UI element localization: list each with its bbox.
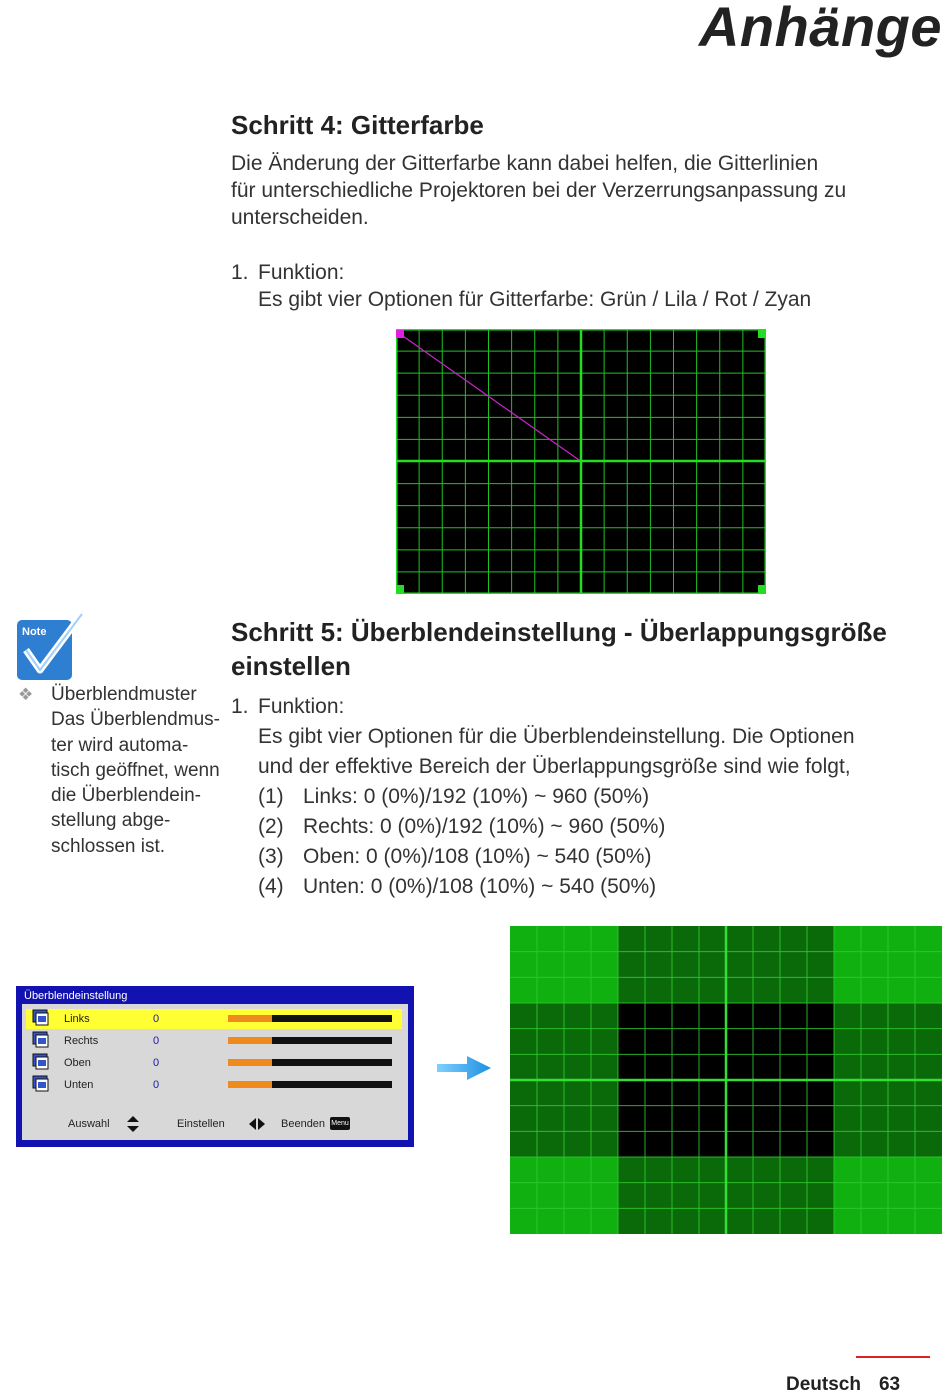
note-icon-label: Note: [22, 626, 47, 638]
display-settings-icon: [32, 1031, 50, 1049]
up-down-arrows-icon: [126, 1116, 140, 1132]
note-line: Das Überblendmus-: [51, 709, 220, 731]
footer-rule: [856, 1356, 930, 1358]
osd-slider[interactable]: [228, 1015, 392, 1022]
step5-heading: [231, 615, 887, 683]
osd-panel: [22, 1004, 408, 1140]
footer-language: Deutsch: [786, 1374, 861, 1395]
osd-slider-fill: [228, 1037, 272, 1044]
option-row: [258, 872, 855, 902]
step4-paragraph-line: für unterschiedliche Projektoren bei der Verzerrungsanpassung zu: [231, 179, 847, 202]
step5-item-text: und der effektive Bereich der Überlappungsgröße sind wie folgt,: [258, 755, 851, 778]
osd-row-label: Oben: [64, 1057, 91, 1069]
step4-item-text: Es gibt vier Optionen für Gitterfarbe: Grün / Lila / Rot / Zyan: [258, 288, 812, 311]
osd-footer-select: Auswahl: [68, 1118, 110, 1130]
osd-slider[interactable]: [228, 1081, 392, 1088]
step5-item-text: Es gibt vier Optionen für die Überblendeinstellung. Die Optionen: [258, 725, 855, 748]
osd-slider-fill: [228, 1015, 272, 1022]
step5-item-title: Funktion:: [258, 695, 345, 718]
option-number: (4): [258, 875, 284, 898]
osd-row-label: Links: [64, 1013, 90, 1025]
osd-row-label: Unten: [64, 1079, 94, 1091]
diamond-bullet-icon: ❖: [18, 685, 34, 704]
right-arrow-icon: [437, 1054, 493, 1082]
osd-blend-menu: [16, 986, 414, 1147]
chapter-title: Anhänge: [698, 0, 942, 58]
note-line: schlossen ist.: [51, 835, 166, 857]
option-text: Rechts: 0 (0%)/192 (10%) ~ 960 (50%): [303, 815, 666, 838]
display-settings-icon: [32, 1009, 50, 1027]
option-row: [258, 812, 855, 842]
osd-row-oben[interactable]: [26, 1053, 402, 1073]
left-right-arrows-icon: [249, 1117, 265, 1131]
step4-item: [231, 259, 811, 313]
step4-heading: Schritt 4: Gitterfarbe: [231, 110, 484, 140]
osd-slider[interactable]: [228, 1059, 392, 1066]
step5-heading-line: einstellen: [231, 651, 351, 681]
osd-row-label: Rechts: [64, 1035, 99, 1047]
step4-paragraph-line: Die Änderung der Gitterfarbe kann dabei helfen, die Gitterlinien: [231, 152, 819, 175]
osd-footer-exit: Beenden: [281, 1118, 326, 1130]
blend-pattern-image: [510, 926, 942, 1234]
step4-item-title: Funktion:: [258, 261, 345, 284]
note-title: Überblendmuster: [51, 684, 197, 705]
osd-title: Überblendeinstellung: [24, 990, 128, 1002]
green-grid-pattern-image: [396, 329, 766, 594]
option-number: (1): [258, 785, 284, 808]
osd-row-links[interactable]: [26, 1009, 402, 1029]
note-block: [18, 682, 233, 859]
osd-slider-fill: [228, 1081, 272, 1088]
display-settings-icon: [32, 1053, 50, 1071]
osd-row-value: 0: [153, 1079, 160, 1091]
step5-item: [231, 692, 855, 902]
osd-row-rechts[interactable]: [26, 1031, 402, 1051]
option-row: [258, 782, 855, 812]
step4-paragraph-line: unterscheiden.: [231, 206, 369, 229]
osd-slider-fill: [228, 1059, 272, 1066]
menu-key-icon: Menu: [330, 1117, 350, 1130]
osd-row-value: 0: [153, 1057, 160, 1069]
osd-row-value: 0: [153, 1013, 160, 1025]
note-line: tisch geöffnet, wenn: [51, 759, 220, 781]
option-number: (3): [258, 845, 284, 868]
note-line: ter wird automa-: [51, 734, 189, 756]
option-text: Unten: 0 (0%)/108 (10%) ~ 540 (50%): [303, 875, 657, 898]
note-line: stellung abge-: [51, 810, 171, 832]
page-number: 63: [878, 1374, 901, 1395]
osd-row-unten[interactable]: [26, 1075, 402, 1095]
option-text: Links: 0 (0%)/192 (10%) ~ 960 (50%): [303, 785, 650, 808]
option-row: [258, 842, 855, 872]
option-number: (2): [258, 815, 284, 838]
osd-row-value: 0: [153, 1035, 160, 1047]
osd-slider[interactable]: [228, 1037, 392, 1044]
note-icon: [16, 612, 88, 682]
osd-footer-adjust: Einstellen: [177, 1118, 225, 1130]
display-settings-icon: [32, 1075, 50, 1093]
option-text: Oben: 0 (0%)/108 (10%) ~ 540 (50%): [303, 845, 652, 868]
step5-item-number: 1.: [231, 695, 249, 718]
step5-heading-line: Schritt 5: Überblendeinstellung - Überlappungsgröße: [231, 617, 887, 647]
note-line: die Überblendein-: [51, 785, 201, 807]
step4-item-number: 1.: [231, 261, 249, 284]
step4-paragraph: [231, 150, 846, 231]
